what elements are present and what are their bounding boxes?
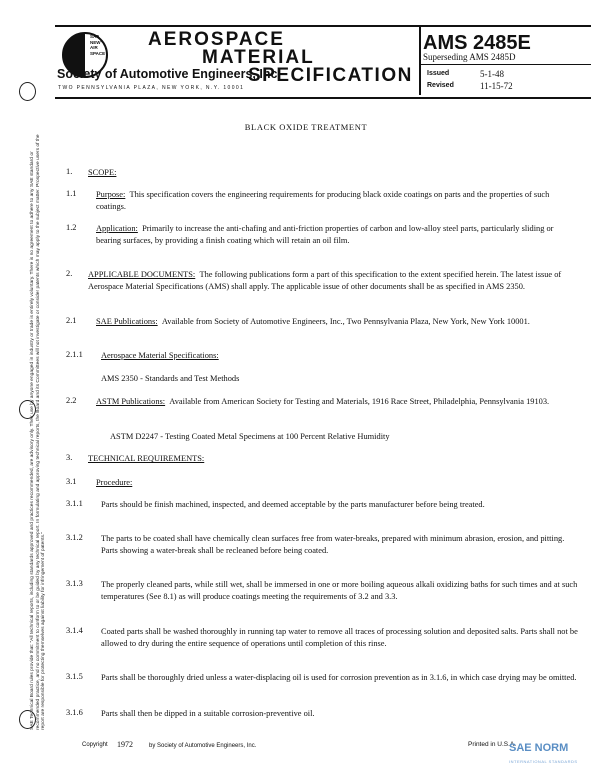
section-number: 3.1.6 <box>66 708 83 717</box>
header-divider-h <box>419 64 591 65</box>
section-number: 2.1 <box>66 316 77 325</box>
title-specification: SPECIFICATION <box>248 65 413 86</box>
section-number: 3.1.3 <box>66 579 83 588</box>
issued-label: Issued <box>427 70 450 77</box>
section-number: 2.2 <box>66 396 77 405</box>
paragraph-3-1-2: The parts to be coated shall have chemically clean surfaces free from water-breaks, prepared with minimum abrasion, erosion, and pitting. Parts showing a water-break shall be recleaned before being coated. <box>101 534 565 555</box>
section-heading: TECHNICAL REQUIREMENTS: <box>88 454 205 463</box>
section-number: 3.1.4 <box>66 626 83 635</box>
section-number: 1. <box>66 167 73 176</box>
section-number: 3.1.1 <box>66 499 83 508</box>
paragraph-2-1: SAE Publications: Available from Society of Automotive Engineers, Inc., Two Pennsylvania Plaza, New York, New York 10001. <box>96 317 530 326</box>
section-heading: Aerospace Material Specifications: <box>101 351 219 360</box>
document-title: BLACK OXIDE TREATMENT <box>244 122 368 132</box>
org-address: TWO PENNSYLVANIA PLAZA, NEW YORK, N.Y. 10001 <box>58 85 245 91</box>
watermark: SAE NORM <box>509 742 569 754</box>
section-number: 3.1.5 <box>66 672 83 681</box>
title-aerospace: AEROSPACE <box>148 29 285 50</box>
reference-ams2350: AMS 2350 - Standards and Test Methods <box>101 374 240 383</box>
header-divider <box>419 25 421 95</box>
logo-text: SAE NEW AIR SPACE <box>90 34 106 56</box>
section-number: 3.1 <box>66 477 77 486</box>
footer-year: 1972 <box>117 740 133 749</box>
revised-label: Revised <box>427 82 454 89</box>
side-disclaimer <box>30 130 47 730</box>
watermark-sub: INTERNATIONAL STANDARDS <box>509 759 578 764</box>
section-number: 1.2 <box>66 223 77 232</box>
paragraph-3-1-3: The properly cleaned parts, while still wet, shall be immersed in one or more boiling aqueous alkali oxidizing baths for such times and at such temperatures (See 8.1) as will produce coatings meeting the requirements of 3.2 and 3.3. <box>101 580 578 601</box>
footer-printed: Printed in U.S.A. <box>468 741 517 748</box>
paragraph-1-1: Purpose: This specification covers the engineering requirements for producing black oxide coatings on parts and the properties of such coatings. <box>96 190 550 211</box>
punch-hole-icon <box>19 82 36 101</box>
footer-copyright: Copyright <box>82 742 108 748</box>
org-name: Society of Automotive Engineers, Inc. <box>57 67 281 81</box>
superseding: Superseding AMS 2485D <box>423 52 516 62</box>
paragraph-3-1-5: Parts shall be thoroughly dried unless a water-displacing oil is used for corrosion prevention as in 3.1.6, in which case drying may be omitted. <box>101 673 577 682</box>
paragraph-1-2: Application: Primarily to increase the anti-chafing and anti-friction properties of carbon and low-alloy steel parts, particularly sliding or bearing surfaces, by providing a finish coating which will retain an oil film. <box>96 224 554 245</box>
section-number: 2.1.1 <box>66 350 83 359</box>
footer-publisher: by Society of Automotive Engineers, Inc. <box>149 743 257 749</box>
disclaimer-text: SAE Technical Board rules provide that: "All technical reports, including standards approved and practices recommended, are advisory only. Their use by anyone engaged in industry or trade is entirely voluntary. There is no agreement to adhere to any SAE standard or recommended practice, and no commitment to conform to or be guided by any technical report. In formulating and approving technical reports, the Board and its Committees will not investigate or consider patents which may apply to the subject matter. Prospective users of the report are responsible for protecting themselves against liability for infringement of patents." <box>30 134 47 730</box>
section-heading: SCOPE: <box>88 168 117 177</box>
doc-number: AMS 2485E <box>423 32 531 54</box>
section-number: 3.1.2 <box>66 533 83 542</box>
paragraph-3-1-6: Parts shall then be dipped in a suitable corrosion-preventive oil. <box>101 709 315 718</box>
paragraph-2-2: ASTM Publications: Available from American Society for Testing and Materials, 1916 Race Street, Philadelphia, Pennsylvania 19103. <box>96 397 550 406</box>
section-heading: Procedure: <box>96 478 133 487</box>
reference-astm: ASTM D2247 - Testing Coated Metal Specimens at 100 Percent Relative Humidity <box>110 432 390 441</box>
title-material: MATERIAL <box>202 47 315 68</box>
section-number: 1.1 <box>66 189 77 198</box>
section-number: 2. <box>66 269 73 278</box>
revised-value: 11-15-72 <box>480 81 513 91</box>
issued-value: 5-1-48 <box>480 69 504 79</box>
paragraph-2: APPLICABLE DOCUMENTS: The following publications form a part of this specification to the extent specified herein. The latest issue of Aerospace Material Specifications (AMS) shall apply. The applicable issue of other documents shall be as specified in AMS 2350. <box>88 270 562 291</box>
section-number: 3. <box>66 453 73 462</box>
paragraph-3-1-1: Parts should be finish machined, inspected, and deemed acceptable by the parts manufacturer before being treated. <box>101 500 485 509</box>
paragraph-3-1-4: Coated parts shall be washed thoroughly in running tap water to remove all traces of processing solution and deposited salts. Parts shall not be allowed to dry during the entire sequence of operations until completion of this rinse. <box>101 627 578 648</box>
